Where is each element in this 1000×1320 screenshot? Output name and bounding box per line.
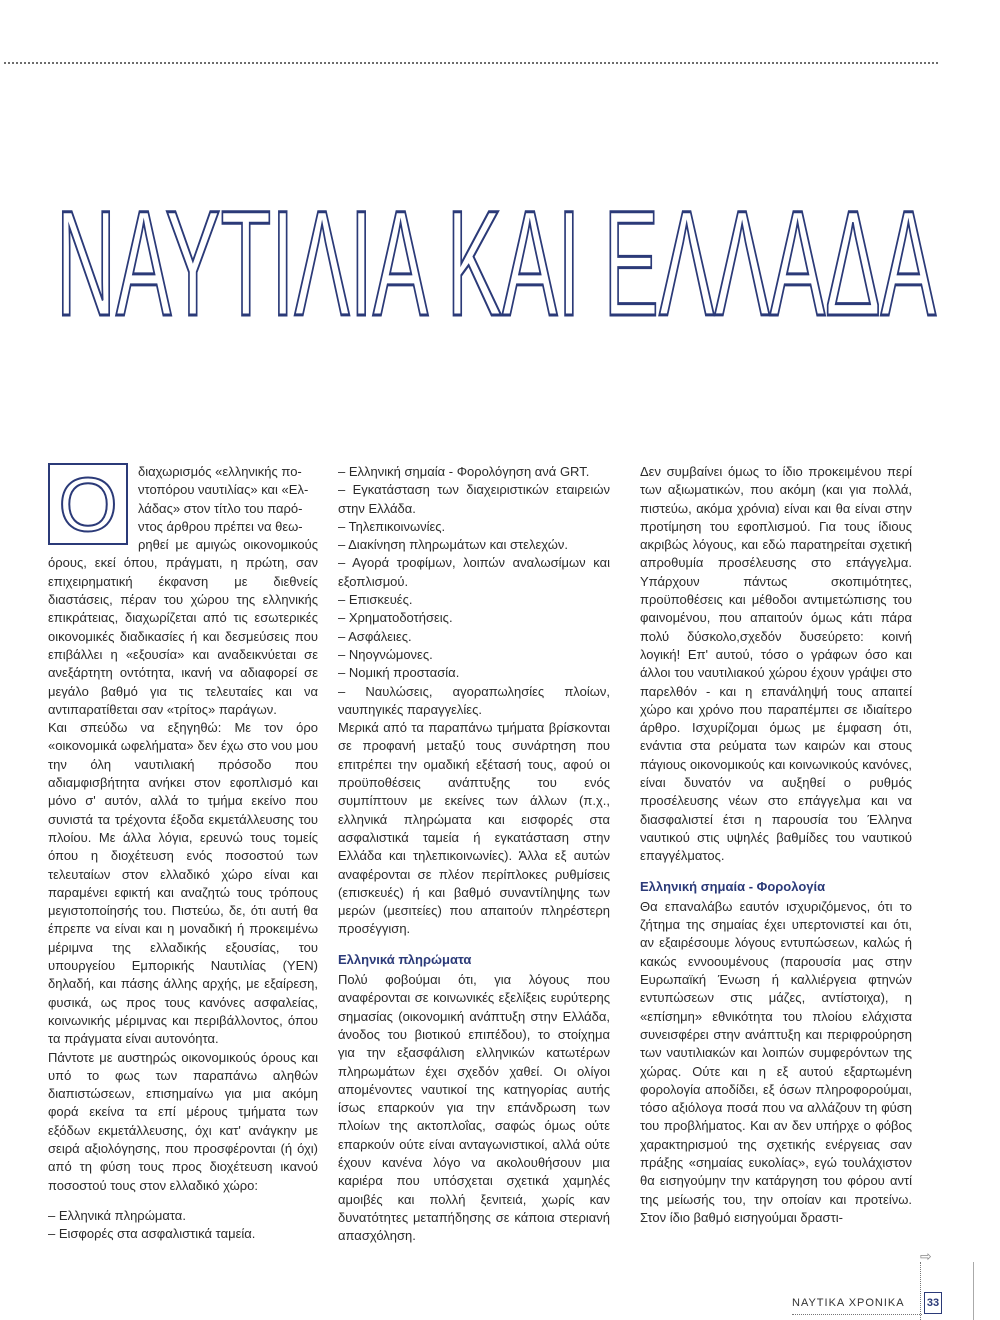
intro-line: διαχωρισμός «ελληνικής πο- [138, 464, 302, 479]
paragraph: Θα επαναλάβω εαυτόν ισχυριζόμενος, ότι το ζήτημα της σημαίας έχει υπερτονιστεί και ότι, αν εξαιρέσουμε λόγους εντυπώσεων, καλώς ή κακώς εννοουμένους (παρουσία μας στην Ευρωπαϊκή Ένωση ή καλλιέργεια φτηνών εντυπώσεων στις μάζες, αντίστοιχα), η «επίσημη» εθνικότητα του πλοίου ελάχιστα συνεισφέρει στην ανάπτυξη και περιφρούρηση των ναυτιλιακών και λοιπών συμφερόντων της χώρας. Ούτε και η εξ αυτού εξαρτωμένη φορολογία αποδίδει, εξ όσων πληροφορούμαι, τόσο αξιόλογα ποσά που να αλλάζουν τη φύση του προβλήματος. Και αν δεν υπήρχε ο φόβος χαρακτηρισμού της σχετικής ενέργειας σαν πράξης «σημαίας ευκολίας», εγώ τουλάχιστον θα εισηγούμην την κατάργηση του φόρου αντί της μείωσής του, την οποίαν και προτείνω. Στον ίδιο βαθμό εισηγούμαι δραστι- [640, 898, 912, 1225]
svg-text:Ο: Ο [58, 471, 118, 539]
page-title [0, 180, 1000, 350]
list-item: – Ναυλώσεις, αγοραπωλησίες πλοίων, ναυπηγικές παραγγελίες. [338, 683, 610, 717]
dropcap-letter [56, 471, 120, 539]
footer-dotted-rule [792, 1314, 922, 1315]
article-column-2 [338, 463, 610, 1245]
publication-name: ΝΑΥΤΙΚΑ ΧΡΟΝΙΚΑ [792, 1297, 905, 1309]
paragraph: Δεν συμβαίνει όμως το ίδιο προκειμένου περί των αξιωματικών, που ακόμη (και για πολλά, πιστεύω, ακόμα χρόνια) είναι και θα είναι στην προτίμηση του εφοπλισμού. Για τους ίδιους ακριβώς λόγους, και εδώ παρατηρείται σχετική απροθυμία προσέλευσης στο επάγγελμα. Υπάρχουν πάντως σκοπιμότητες, προϋποθέσεις και μέθοδοι αντιμετώπισης του φαινομένου, που απαιτούν όμως κάτι πάρα πολύ δύσκολο,σχεδόν δυσεύρετο: κοινή λογική! Επ' αυτού, τόσο ο γράφων όσο και άλλοι του ναυτιλιακού χώρου έχουν γράψει στο παρελθόν - και η επανάληψή τους απαιτεί χώρο και χρόνο που παραπέμπει σε ιδιαίτερο άρθρο. Ισχυρίζομαι όμως με έμφαση ότι, ενάντια στα ρεύματα των καιρών και στους πάγιους οικονομικούς και κοινωνικούς κανόνες, είναι δυνατόν να αυξηθεί ο ρυθμός προσέλευσης νέων στο επάγγελμα και να διασφαλιστεί έτσι η παρουσία του Έλληνα ναυτικού στις υψηλές βαθμίδες του ναυτικού επαγγέλματος. [640, 464, 912, 864]
list-item: – Επισκευές. [338, 592, 413, 608]
list-item: – Εγκατάσταση των διαχειριστικών εταιρειών στην Ελλάδα. [338, 482, 610, 516]
list-item: – Νηογνώμονες. [338, 646, 433, 662]
continue-arrow-icon: ⇨ [920, 1248, 932, 1264]
intro-line: λάδας» στον τίτλο του παρό- [138, 500, 303, 516]
page-number: 33 [924, 1292, 942, 1314]
dropcap-box [48, 463, 128, 545]
section-heading: Ελληνική σημαία - Φορολογία [640, 878, 826, 894]
list-item: – Αγορά τροφίμων, λοιπών αναλωσίμων και εξοπλισμού. [338, 555, 610, 589]
list-item: – Ελληνικά πληρώματα. [48, 1207, 186, 1223]
paragraph: Πολύ φοβούμαι ότι, για λόγους που αναφέρονται σε κοινωνικές εξελίξεις ευρύτερης σημασίας (οικονομική ανάπτυξη στην Ελλάδα, άνοδος του βιοτικού επιπέδου), το στοίχημα για την εξασφάλιση ελληνικών κατωτέρων πληρωμάτων έχει σχεδόν χαθεί. Οι ολίγοι απομένοντες ναυτικοί της κατηγορίας αυτής ίσως επαρκούν για την επάνδρωση των πλοίων της ακτοπλοΐας, σαφώς όμως ούτε επαρκούν ούτε είναι ανταγωνιστικοί, αλλά ούτε έχουν κανένα λόγο να ακολουθήσουν μια καριέρα που υπόσχεται σχετικά χαμηλές αμοιβές και πολλή ξενιτειά, χωρίς καν δυνατότητες μεταπήδησης σε κάποια στεριανή απασχόληση. [338, 972, 610, 1244]
footer-divider [920, 1262, 921, 1320]
paragraph: ρηθεί με αμιγώς οικονομικούς όρους, εκεί όπου, πράγματι, η πρώτη, σαν επιχειρηματική έκφανση με διεθνείς διαστάσεις, πέραν του χώρου της ελληνικής επικράτειας, διαχωρίζεται από τις εσωτερικές οικονομικές διαδικασίες ή και δεσμεύσεις που επιβάλλει η «εξουσία» και αναδεικνύεται σε ανεξάρτητη οντότητα, ικανή να αδιαφορεί σε μεγάλο βαθμό για τις τελευταίες και να αντιπαρατίθεται σαν «τρίτος» παράγων. [48, 537, 318, 717]
list-item: – Νομική προστασία. [338, 665, 460, 681]
top-dotted-rule [4, 62, 938, 64]
paragraph: Πάντοτε με αυστηρώς οικονομικούς όρους και υπό το φως των παραπάνω αληθών διαπιστώσεων, επισημαίνω για μια ακόμη φορά εκείνα τα επί μέρους τμήματα των εξόδων εκμετάλλευσης, όχι κατ' ανάγκην με σειρά αξιολόγησης, που προσφέρονται (ή όχι) από τη φύση τους προς διοχέτευση ικανού ποσοστού τους στον ελλαδικό χώρο: [48, 1049, 318, 1193]
page-title-text: ΝΑΥΤΙΛΙΑ ΚΑΙ ΕΛΛΑΔΑ [56, 180, 936, 347]
list-item: – Χρηματοδοτήσεις. [338, 610, 453, 626]
list-item: – Ασφάλειες. [338, 628, 412, 644]
paragraph: Μερικά από τα παραπάνω τμήματα βρίσκονται σε προφανή μεταξύ τους συνάρτηση που επιτρέπει την ομαδική εξέτασή τους, αφού οι προϋποθέσεις ανάπτυξης του ενός συμπίπτουν με εκείνες των άλλων (π.χ., ελληνικά πληρώματα και εισφορές στα ασφαλιστικά ταμεία ή εγκατάσταση στην Ελλάδα και τηλεπικοινωνίες). Άλλα εξ αυτών αναφέρονται σε πλέον περίπλοκες ρυθμίσεις (επισκευές) ή και βαθμό συναντίληψης των μερών (μεσιτείες) που απαιτούν πληρέστερη προσέγγιση. [338, 720, 610, 937]
section-heading: Ελληνικά πληρώματα [338, 951, 472, 967]
list-item: – Διακίνηση πληρωμάτων και στελεχών. [338, 537, 569, 553]
intro-line: ντος άρθρου πρέπει να θεω- [138, 518, 303, 534]
list-item: – Ελληνική σημαία - Φορολόγηση ανά GRT. [338, 464, 590, 479]
paragraph: Και σπεύδω να εξηγηθώ: Με τον όρο «οικονομικά ωφελήματα» δεν έχω στο νου μου την όλη ναυτιλιακή πρόσοδο που αδιαμφισβήτητα ανήκει στον εφοπλισμό και μόνο σ' αυτόν, αλλά το τμήμα εκείνο που συνιστά τα τρέχοντα έξοδα εκμετάλλευσης του πλοίου. Με άλλα λόγια, ερευνώ τους τομείς όπου η διοχέτευση ενός ποσοστού των τελευταίων στον ελλαδικό χώρο είναι και παραμένει εφικτή και αναζητώ τους τρόπους μεγιστοποίησής του. Πιστεύω, δε, ότι αυτή θα έπρεπε να είναι και η μοναδική ή προκειμένω μέριμνα της ελλαδικής εξουσίας, του υπουργείου Εμπορικής Ναυτιλίας (ΥΕΝ) δηλαδή, και πάσης άλλης αρχής, με εξαίρεση, φυσικά, ως προς τους κανόνες ασφαλείας, κοινωνικής μέριμνας και περιβάλλοντος, όπου τα πράγματα είναι αυτονόητα. [48, 720, 318, 1047]
list-item: – Εισφορές στα ασφαλιστικά ταμεία. [48, 1226, 256, 1242]
page-edge-line [973, 1262, 974, 1320]
intro-line: ντοπόρου ναυτιλίας» και «Ελ- [138, 482, 309, 498]
article-column-3 [640, 463, 912, 1227]
article-column-1 [48, 463, 318, 1243]
list-item: – Τηλεπικοινωνίες. [338, 518, 446, 534]
